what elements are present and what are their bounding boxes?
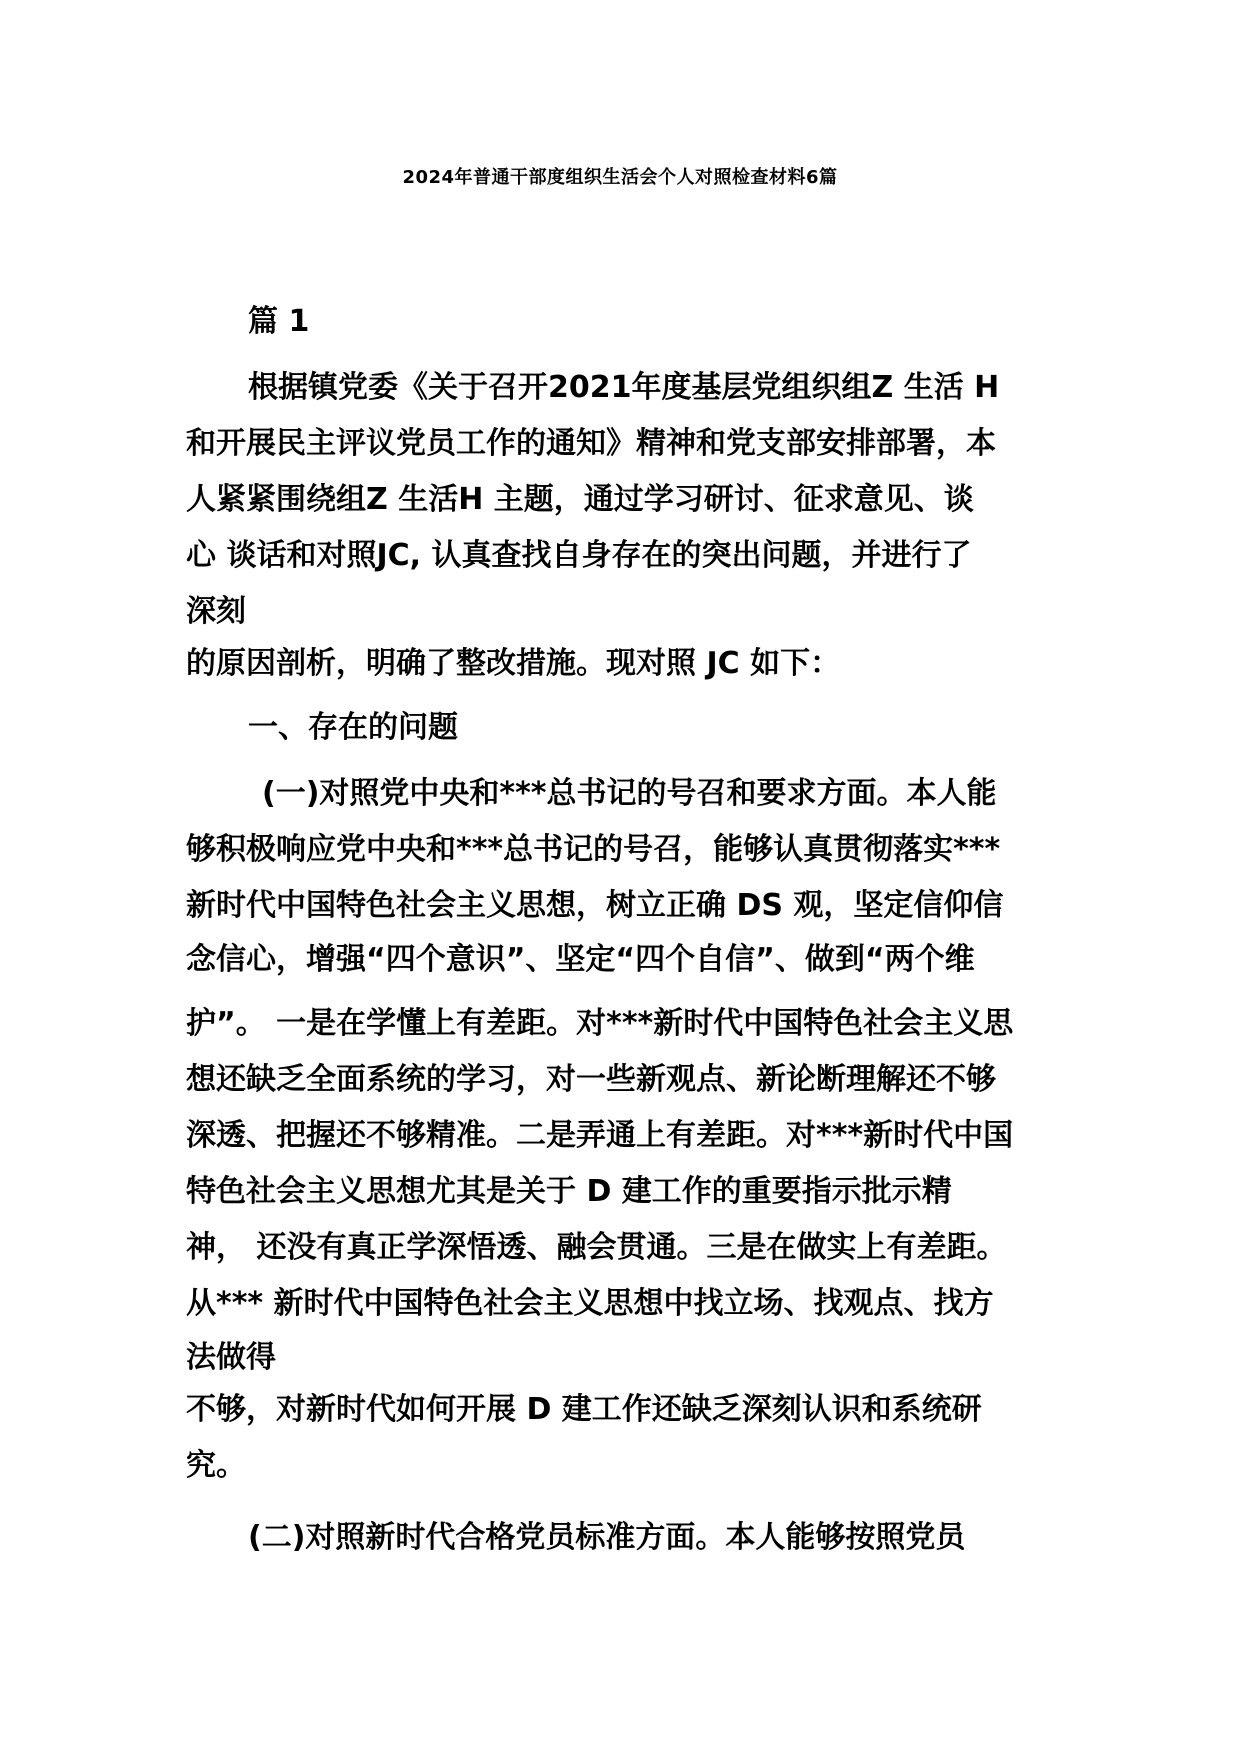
- paragraph-line: 的原因剖析，明确了整改措施。现对照 JC 如下：: [186, 646, 841, 681]
- paragraph-line: 人紧紧围绕组Z 生活H 主题，通过学习研讨、征求意见、谈: [186, 482, 974, 517]
- section-subheading: 一、存在的问题: [248, 710, 458, 745]
- paragraph-line: 念信心，增强“四个意识”、坚定“四个自信”、做到“两个维: [186, 942, 975, 977]
- paragraph-line: 和开展民主评议党员工作的通知》精神和党支部安排部署，本: [186, 426, 996, 461]
- section-heading: 篇 1: [248, 304, 310, 339]
- paragraph-line: 神， 还没有真正学深悟透、融会贯通。三是在做实上有差距。: [186, 1230, 1007, 1265]
- paragraph-line: 究。: [186, 1448, 246, 1483]
- paragraph-line: 深透、把握还不够精准。二是弄通上有差距。对***新时代中国: [186, 1118, 1014, 1153]
- paragraph-line: 新时代中国特色社会主义思想，树立正确 DS 观，坚定信仰信: [186, 888, 1004, 923]
- paragraph-line: (一)对照党中央和***总书记的号召和要求方面。本人能: [262, 776, 997, 811]
- paragraph-line: (二)对照新时代合格党员标准方面。本人能够按照党员: [248, 1520, 966, 1555]
- paragraph-line: 想还缺乏全面系统的学习，对一些新观点、新论断理解还不够: [186, 1062, 996, 1097]
- paragraph-line: 护”。 一是在学懂上有差距。对***新时代中国特色社会主义思: [186, 1006, 1014, 1041]
- paragraph-line: 心 谈话和对照JC, 认真查找自身存在的突出问题，并进行了: [186, 538, 972, 573]
- paragraph-line: 根据镇党委《关于召开2021年度基层党组织组Z 生活 H: [248, 370, 1000, 405]
- document-title: 2024年普通干部度组织生活会个人对照检查材料6篇: [402, 167, 838, 188]
- paragraph-line: 够积极响应党中央和***总书记的号召，能够认真贯彻落实***: [186, 832, 1001, 867]
- paragraph-line: 深刻: [186, 594, 246, 629]
- paragraph-line: 从*** 新时代中国特色社会主义思想中找立场、找观点、找方: [186, 1286, 994, 1321]
- paragraph-line: 不够，对新时代如何开展 D 建工作还缺乏深刻认识和系统研: [186, 1392, 982, 1427]
- paragraph-line: 特色社会主义思想尤其是关于 D 建工作的重要指示批示精: [186, 1174, 952, 1209]
- paragraph-line: 法做得: [186, 1340, 276, 1375]
